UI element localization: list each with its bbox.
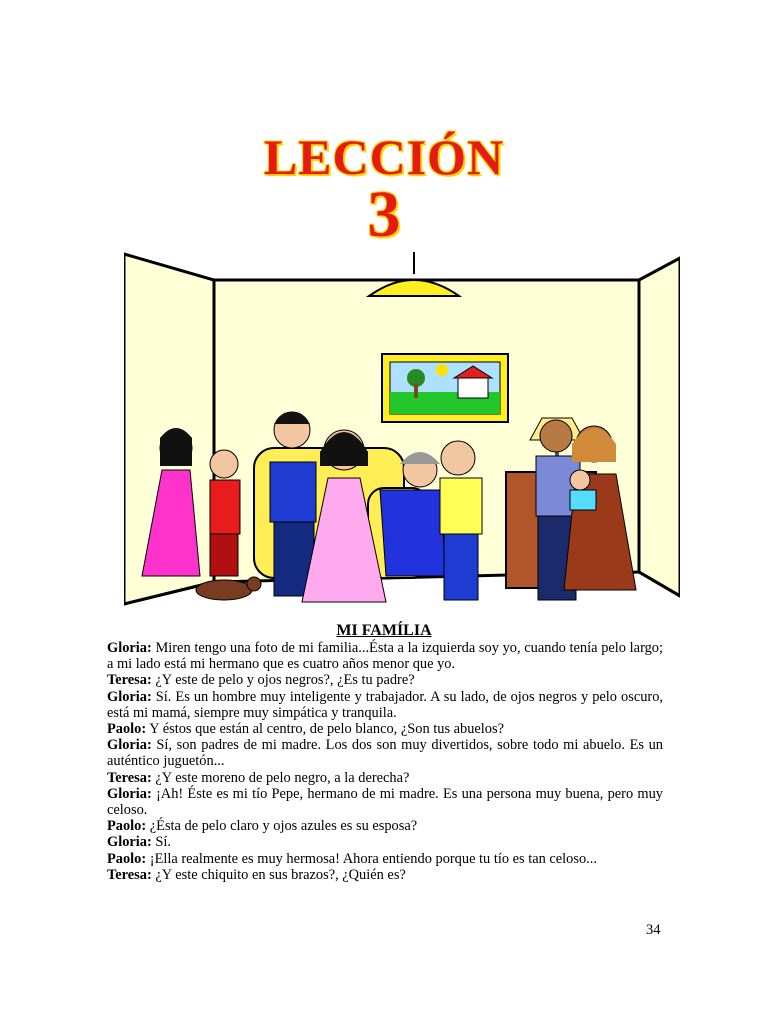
dialogue-line-text: ¡Ella realmente es muy hermosa! Ahora entiendo porque tu tío es tan celoso...	[149, 850, 597, 867]
dialogue-line	[107, 851, 663, 867]
dialogue-line	[107, 689, 663, 721]
speaker-name: Gloria:	[107, 785, 152, 802]
dialogue-line	[107, 672, 663, 688]
speaker-name: Paolo:	[107, 721, 147, 738]
speaker-name: Teresa:	[107, 672, 152, 689]
dialogue-line	[107, 867, 663, 883]
framed-picture	[382, 354, 508, 422]
dialogue-line-text: Sí.	[155, 834, 171, 851]
dialogue-line-text: ¿Y este chiquito en sus brazos?, ¿Quién es?	[155, 866, 406, 883]
dialogue-line	[107, 786, 663, 818]
speaker-name: Gloria:	[107, 737, 152, 754]
dialogue-line	[107, 818, 663, 834]
dialogue-line	[107, 737, 663, 769]
speaker-name: Gloria:	[107, 834, 152, 851]
dialogue-line	[107, 834, 663, 850]
dialogue-line-text: Sí, son padres de mi madre. Los dos son muy divertidos, sobre todo mi abuelo. Es un auténtico juguetón...	[107, 737, 663, 770]
lesson-number: 3	[367, 178, 401, 251]
dialogue-line-text: ¿Y este moreno de pelo negro, a la derecha?	[155, 769, 410, 786]
speaker-name: Teresa:	[107, 866, 152, 883]
dialogue-line	[107, 640, 663, 672]
dialogue-line-text: ¿Y este de pelo y ojos negros?, ¿Es tu padre?	[155, 672, 415, 689]
speaker-name: Paolo:	[107, 818, 147, 835]
dialogue-line	[107, 721, 663, 737]
section-title: MI FAMÍLIA	[336, 622, 432, 639]
dialogue-line	[107, 770, 663, 786]
dialogue-line-text: Y éstos que están al centro, de pelo blanco, ¿Son tus abuelos?	[149, 721, 504, 738]
speaker-name: Gloria:	[107, 640, 152, 656]
speaker-name: Paolo:	[107, 850, 147, 867]
dialogue-text	[107, 640, 663, 883]
dialogue-line-text: ¿Ésta de pelo claro y ojos azules es su esposa?	[149, 818, 418, 835]
lesson-title: LECCIÓN	[263, 129, 505, 185]
page-number: 34	[646, 922, 661, 938]
family-illustration	[124, 252, 680, 612]
dialogue-line-text: Miren tengo una foto de mi familia...Ésta a la izquierda soy yo, cuando tenía pelo largo; a mi lado está mi hermano que es cuatro años menor que yo.	[107, 640, 663, 673]
speaker-name: Teresa:	[107, 769, 152, 786]
speaker-name: Gloria:	[107, 688, 152, 705]
dialogue-line-text: Sí. Es un hombre muy inteligente y trabajador. A su lado, de ojos negros y pelo oscuro, está mi mamá, siempre muy simpática y tranquila.	[107, 688, 663, 721]
dialogue-line-text: ¡Ah! Éste es mi tío Pepe, hermano de mi madre. Es una persona muy buena, pero muy celoso.	[107, 785, 663, 819]
